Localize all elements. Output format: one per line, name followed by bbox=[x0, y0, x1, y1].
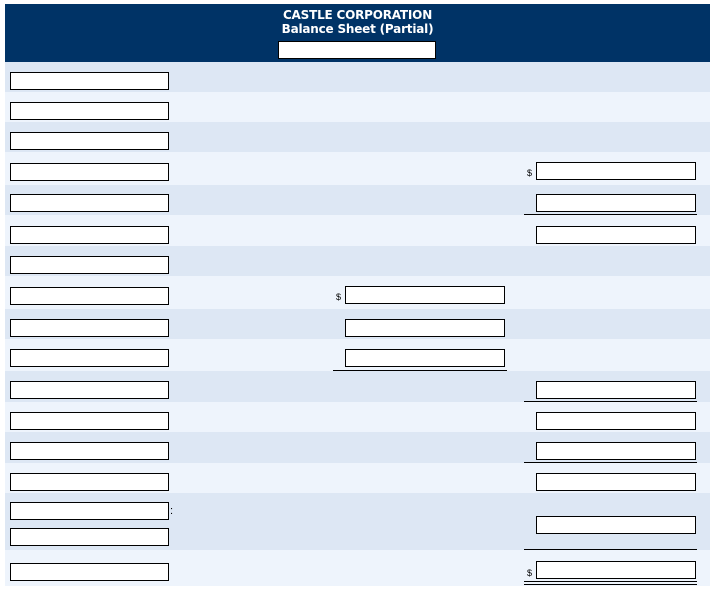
table-row bbox=[5, 493, 710, 550]
amount-input-grand-total[interactable] bbox=[536, 561, 696, 579]
double-underline-bottom bbox=[524, 584, 697, 585]
colon-mark: : bbox=[170, 505, 174, 517]
account-label-input[interactable] bbox=[10, 528, 169, 546]
account-label-input[interactable] bbox=[10, 349, 169, 367]
table-row bbox=[5, 550, 710, 586]
account-label-input[interactable] bbox=[10, 319, 169, 337]
table-row bbox=[5, 402, 710, 432]
account-label-input[interactable] bbox=[10, 132, 169, 150]
amount-input-total[interactable] bbox=[536, 162, 696, 180]
table-row bbox=[5, 215, 710, 246]
statement-header bbox=[5, 4, 710, 62]
table-row bbox=[5, 152, 710, 185]
table-row bbox=[5, 339, 710, 371]
account-label-input[interactable] bbox=[10, 287, 169, 305]
account-label-input[interactable] bbox=[10, 102, 169, 120]
account-label-input[interactable] bbox=[10, 502, 169, 520]
amount-input-subtotal[interactable] bbox=[345, 349, 505, 367]
currency-symbol: $ bbox=[336, 292, 342, 302]
account-label-input[interactable] bbox=[10, 163, 169, 181]
account-label-input[interactable] bbox=[10, 256, 169, 274]
account-label-input[interactable] bbox=[10, 473, 169, 491]
account-label-input[interactable] bbox=[10, 72, 169, 90]
amount-input-subtotal[interactable] bbox=[345, 286, 505, 304]
table-row bbox=[5, 309, 710, 339]
amount-input-total[interactable] bbox=[536, 194, 696, 212]
account-label-input[interactable] bbox=[10, 194, 169, 212]
amount-input-subtotal[interactable] bbox=[345, 319, 505, 337]
table-row bbox=[5, 463, 710, 493]
double-underline-top bbox=[524, 581, 697, 582]
company-name: CASTLE CORPORATION bbox=[282, 8, 433, 22]
table-row bbox=[5, 185, 710, 215]
account-label-input[interactable] bbox=[10, 381, 169, 399]
amount-input-total[interactable] bbox=[536, 226, 696, 244]
currency-symbol: $ bbox=[527, 168, 533, 178]
account-label-input[interactable] bbox=[10, 412, 169, 430]
balance-sheet-form bbox=[5, 4, 710, 586]
currency-symbol: $ bbox=[527, 568, 533, 578]
amount-input-total[interactable] bbox=[536, 412, 696, 430]
account-label-input[interactable] bbox=[10, 563, 169, 581]
amount-input-total[interactable] bbox=[536, 381, 696, 399]
table-row bbox=[5, 92, 710, 122]
table-row bbox=[5, 276, 710, 309]
statement-title: Balance Sheet (Partial) bbox=[281, 22, 434, 36]
amount-input-total[interactable] bbox=[536, 516, 696, 534]
amount-input-total[interactable] bbox=[536, 473, 696, 491]
table-row bbox=[5, 371, 710, 402]
statement-date-input[interactable] bbox=[278, 41, 436, 59]
table-row bbox=[5, 62, 710, 92]
account-label-input[interactable] bbox=[10, 442, 169, 460]
table-row bbox=[5, 432, 710, 463]
account-label-input[interactable] bbox=[10, 226, 169, 244]
amount-input-total[interactable] bbox=[536, 442, 696, 460]
table-row bbox=[5, 246, 710, 276]
table-row bbox=[5, 122, 710, 152]
